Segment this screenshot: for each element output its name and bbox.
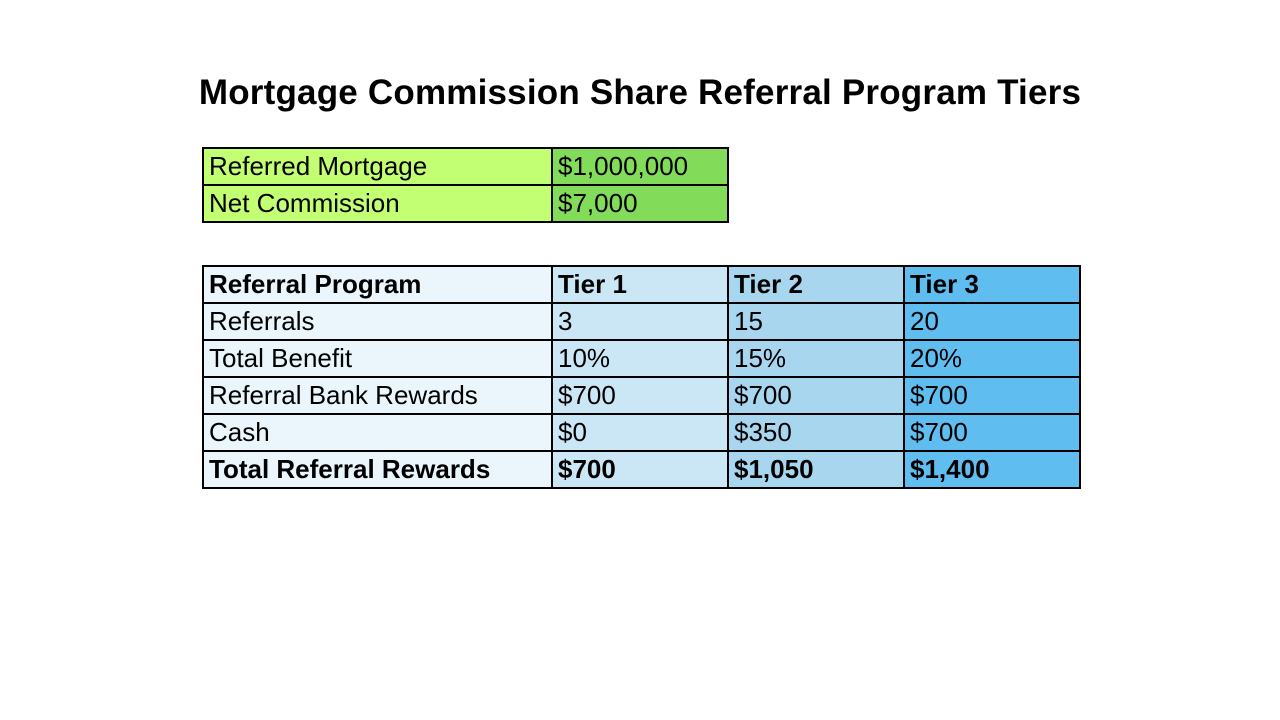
table-row <box>203 340 1080 377</box>
slide-title: Mortgage Commission Share Referral Program Tiers <box>198 73 1082 112</box>
row-label-total-benefit: Total Benefit <box>203 340 552 377</box>
column-header-tier-2: Tier 2 <box>728 266 904 303</box>
column-header-tier-1: Tier 1 <box>552 266 728 303</box>
summary-label-net-commission: Net Commission <box>203 185 552 222</box>
table-row <box>203 414 1080 451</box>
table-cell: 3 <box>552 303 728 340</box>
table-header-row <box>203 266 1080 303</box>
table-cell: 15% <box>728 340 904 377</box>
table-cell: $350 <box>728 414 904 451</box>
column-header-referral-program: Referral Program <box>203 266 552 303</box>
row-label-cash: Cash <box>203 414 552 451</box>
row-label-referral-bank-rewards: Referral Bank Rewards <box>203 377 552 414</box>
column-header-tier-3: Tier 3 <box>904 266 1080 303</box>
table-cell: $0 <box>552 414 728 451</box>
table-row <box>203 303 1080 340</box>
table-cell: 20% <box>904 340 1080 377</box>
table-total-row <box>203 451 1080 488</box>
table-cell: $700 <box>904 377 1080 414</box>
table-cell: $1,400 <box>904 451 1080 488</box>
mortgage-summary-table <box>202 147 729 223</box>
referral-tiers-table <box>202 265 1081 489</box>
table-row <box>203 148 728 185</box>
table-cell: 15 <box>728 303 904 340</box>
table-cell: $700 <box>728 377 904 414</box>
summary-value-referred-mortgage: $1,000,000 <box>552 148 728 185</box>
table-cell: 10% <box>552 340 728 377</box>
row-label-total-referral-rewards: Total Referral Rewards <box>203 451 552 488</box>
summary-label-referred-mortgage: Referred Mortgage <box>203 148 552 185</box>
table-row <box>203 377 1080 414</box>
table-cell: $700 <box>904 414 1080 451</box>
table-row <box>203 185 728 222</box>
table-cell: $700 <box>552 377 728 414</box>
table-cell: $1,050 <box>728 451 904 488</box>
summary-value-net-commission: $7,000 <box>552 185 728 222</box>
table-cell: $700 <box>552 451 728 488</box>
row-label-referrals: Referrals <box>203 303 552 340</box>
table-cell: 20 <box>904 303 1080 340</box>
